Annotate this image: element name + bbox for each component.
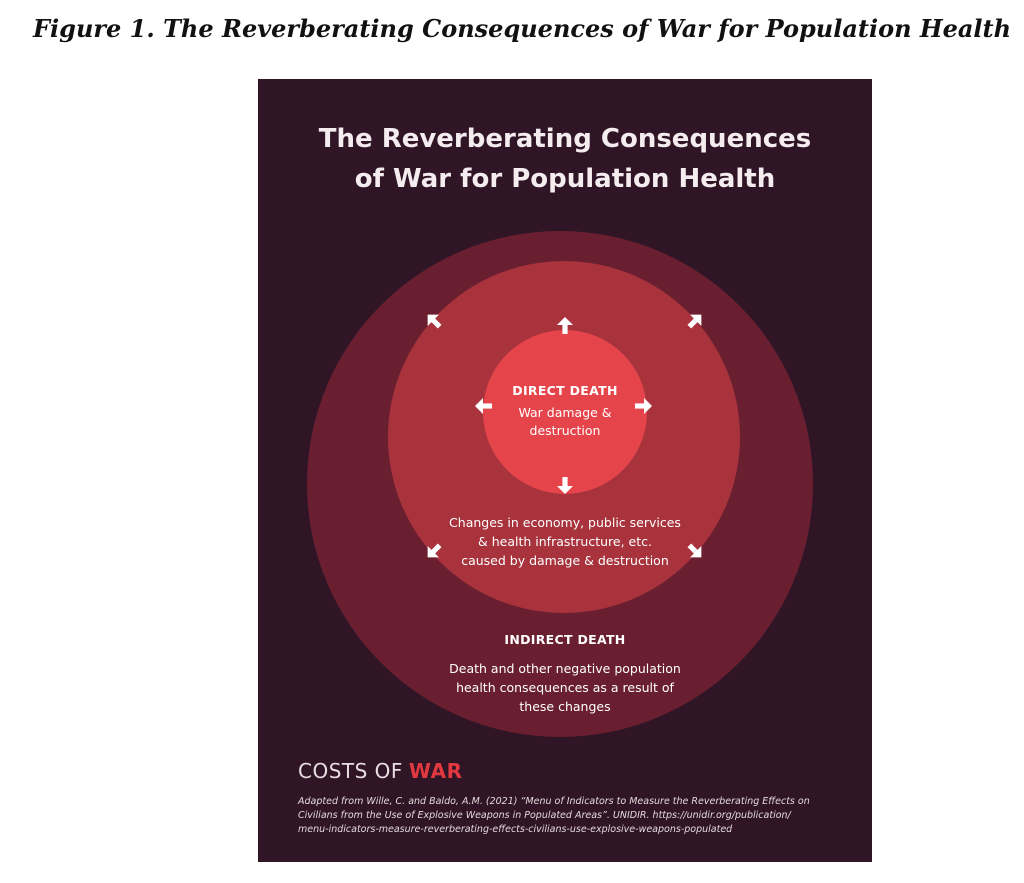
- infographic-panel: [258, 79, 872, 862]
- indirect-death-text: Death and other negative population: [449, 661, 681, 676]
- indirect-death-block: [415, 631, 715, 716]
- panel-title-line: The Reverberating Consequences: [318, 124, 812, 154]
- changes-block: [415, 513, 715, 570]
- credit-line: Adapted from Wille, C. and Baldo, A.M. (2021) “Menu of Indicators to Measure the Reverberating Effects on: [298, 796, 810, 807]
- source-credit: [298, 795, 846, 837]
- indirect-death-text: health consequences as a result of: [456, 680, 674, 695]
- panel-title-line: of War for Population Health: [354, 164, 776, 194]
- direct-death-text: destruction: [529, 423, 601, 438]
- direct-death-text: War damage &: [518, 405, 612, 420]
- credit-line: Civilians from the Use of Explosive Weapons in Populated Areas”. UNIDIR. https://unidir.org/publication/: [298, 810, 791, 821]
- figure-caption: Figure 1. The Reverberating Consequences of War for Population Health: [33, 14, 1012, 43]
- costs-of-war-logo: [298, 759, 462, 783]
- indirect-death-text: these changes: [519, 699, 611, 714]
- direct-death-block: [465, 382, 665, 440]
- indirect-death-heading: INDIRECT DEATH: [504, 632, 626, 647]
- logo-accent: WAR: [408, 759, 463, 783]
- direct-death-heading: DIRECT DEATH: [512, 383, 618, 398]
- credit-line: menu-indicators-measure-reverberating-effects-civilians-use-explosive-weapons-populated: [298, 824, 733, 835]
- panel-title: [258, 119, 872, 199]
- changes-text: Changes in economy, public services: [449, 515, 681, 530]
- logo-prefix: COSTS OF: [298, 759, 403, 783]
- changes-text: caused by damage & destruction: [461, 553, 669, 568]
- changes-text: & health infrastructure, etc.: [478, 534, 652, 549]
